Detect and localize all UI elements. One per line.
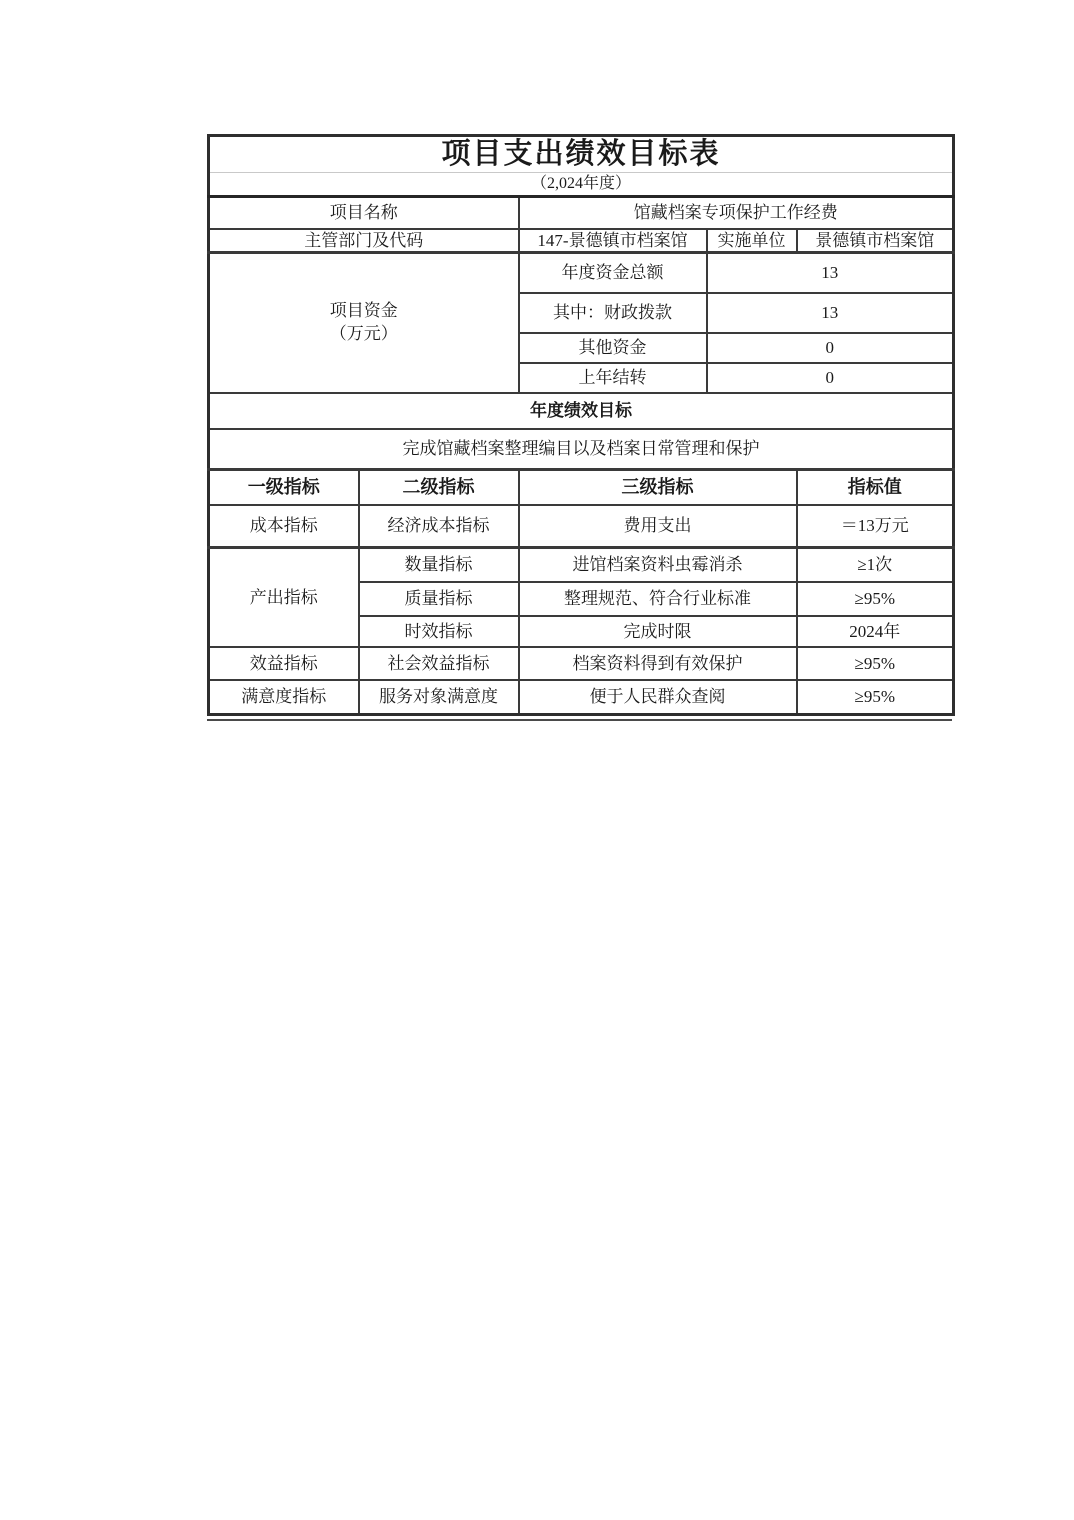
cell-timeliness-level3: 完成时限	[519, 616, 797, 647]
cell-cost-level2: 经济成本指标	[359, 505, 519, 548]
funding-annual-total-value: 13	[707, 253, 954, 293]
performance-target-sheet	[207, 134, 952, 721]
performance-target-table	[207, 134, 955, 716]
cell-satisfaction-level2: 服务对象满意度	[359, 680, 519, 715]
annual-goal-header: 年度绩效目标	[209, 393, 954, 429]
table-row	[209, 505, 954, 548]
indicator-header-value: 指标值	[797, 470, 954, 505]
department-code-label: 主管部门及代码	[209, 229, 519, 253]
project-name-label: 项目名称	[209, 197, 519, 229]
indicator-header-level2: 二级指标	[359, 470, 519, 505]
department-code-value: 147-景德镇市档案馆	[519, 229, 707, 253]
scan-double-rule	[207, 719, 952, 721]
project-name-value: 馆藏档案专项保护工作经费	[519, 197, 954, 229]
cell-satisfaction-level3: 便于人民群众查阅	[519, 680, 797, 715]
cell-benefit-level3: 档案资料得到有效保护	[519, 647, 797, 680]
cell-quality-level2: 质量指标	[359, 582, 519, 616]
cell-quantity-level3: 进馆档案资料虫霉消杀	[519, 548, 797, 582]
cell-timeliness-value: 2024年	[797, 616, 954, 647]
cell-cost-level3: 费用支出	[519, 505, 797, 548]
indicator-header-level3: 三级指标	[519, 470, 797, 505]
implementing-unit-label: 实施单位	[707, 229, 797, 253]
cell-quality-value: ≥95%	[797, 582, 954, 616]
cell-quality-level3: 整理规范、符合行业标准	[519, 582, 797, 616]
cell-benefit-level2: 社会效益指标	[359, 647, 519, 680]
cell-satisfaction-level1: 满意度指标	[209, 680, 359, 715]
funding-carryover-value: 0	[707, 363, 954, 393]
funding-carryover-label: 上年结转	[519, 363, 707, 393]
indicator-header-level1: 一级指标	[209, 470, 359, 505]
cell-quantity-level2: 数量指标	[359, 548, 519, 582]
cell-quantity-value: ≥1次	[797, 548, 954, 582]
cell-benefit-value: ≥95%	[797, 647, 954, 680]
cell-satisfaction-value: ≥95%	[797, 680, 954, 715]
cell-output-level1: 产出指标	[209, 548, 359, 647]
document-period: （2,024年度）	[209, 173, 954, 197]
cell-cost-value: ＝13万元	[797, 505, 954, 548]
implementing-unit-value: 景德镇市档案馆	[797, 229, 954, 253]
table-row	[209, 680, 954, 715]
document-title: 项目支出绩效目标表	[209, 136, 954, 173]
funding-annual-total-label: 年度资金总额	[519, 253, 707, 293]
funding-label-line1: 项目资金	[329, 301, 398, 321]
cell-timeliness-level2: 时效指标	[359, 616, 519, 647]
table-row	[209, 647, 954, 680]
funding-other-funds-label: 其他资金	[519, 333, 707, 363]
funding-fiscal-allocation-value: 13	[707, 293, 954, 333]
funding-other-funds-value: 0	[707, 333, 954, 363]
cell-benefit-level1: 效益指标	[209, 647, 359, 680]
annual-goal-content: 完成馆藏档案整理编目以及档案日常管理和保护	[209, 429, 954, 470]
project-funding-label	[209, 253, 519, 393]
funding-label-line2: （万元）	[329, 324, 398, 344]
cell-cost-level1: 成本指标	[209, 505, 359, 548]
table-row	[209, 548, 954, 582]
funding-fiscal-allocation-label: 其中：财政拨款	[519, 293, 707, 333]
